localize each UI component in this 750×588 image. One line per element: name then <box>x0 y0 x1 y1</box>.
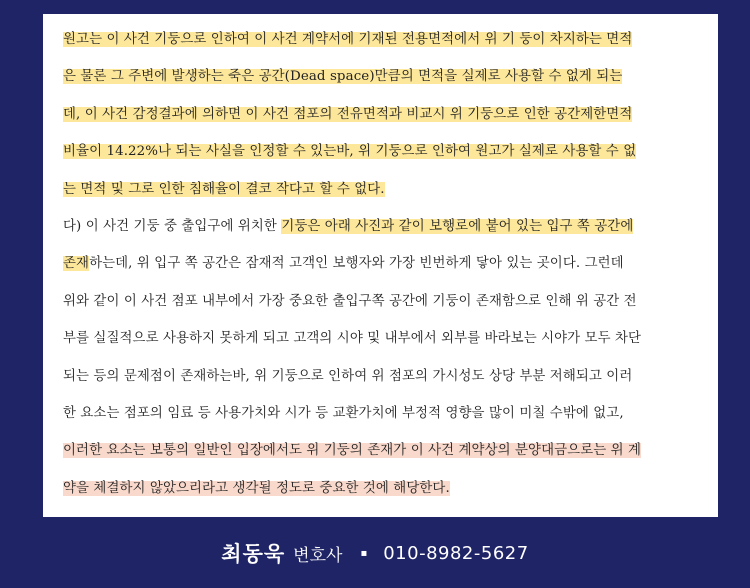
highlighted-text: 비율이 14.22%나 되는 사실을 인정할 수 있는바, 위 기둥으로 인하여 원고가 실제로 사용할 수 없 <box>63 144 637 160</box>
highlighted-text: 기둥은 아래 사진과 같이 보행로에 붙어 있는 입구 쪽 공간에 <box>281 219 634 234</box>
footer-banner <box>0 530 750 576</box>
document-line <box>63 366 632 388</box>
line-text: 다) 이 사건 기둥 중 출입구에 위치한 <box>63 219 282 234</box>
line-text: 되는 등의 문제점이 존재하는바, 위 기둥으로 인하여 위 점포의 가시성도 상당 부분 저해되고 이러 <box>63 368 633 384</box>
highlighted-text: 은 물론 그 주변에 발생하는 죽은 공간(Dead space)만큼의 면적을 실제로 사용할 수 없게 되는 <box>63 69 623 85</box>
lawyer-name: 최동욱 <box>221 542 286 566</box>
highlighted-text: 는 면적 및 그로 인한 침해율이 결코 작다고 할 수 없다. <box>63 181 385 197</box>
document-line <box>63 328 641 350</box>
document-line <box>63 66 622 88</box>
highlighted-text: 원고는 이 사건 기둥으로 인하여 이 사건 계약서에 기재된 전용면적에서 위 기 둥이 차지하는 면적 <box>63 32 633 47</box>
highlighted-text: 데, 이 사건 감정결과에 의하면 이 사건 점포의 전유면적과 비교시 위 기둥으로 인한 공간제한면적 <box>63 106 633 122</box>
highlighted-text-pink: 약을 체결하지 않았으리라고 생각될 정도로 중요한 것에 해당한다. <box>63 480 450 496</box>
document-line <box>63 440 641 462</box>
document-line <box>63 141 636 163</box>
document-excerpt <box>43 14 718 517</box>
line-text: 위와 같이 이 사건 점포 내부에서 가장 중요한 출입구쪽 공간에 기둥이 존재함으로 인해 위 공간 전 <box>63 293 637 309</box>
document-line <box>63 478 450 500</box>
document-line <box>63 403 624 425</box>
document-line <box>63 216 633 238</box>
document-line <box>63 253 624 275</box>
document-line <box>63 291 637 313</box>
line-text: 한 요소는 점포의 임료 등 사용가치와 시가 등 교환가치에 부정적 영향을 많이 미칠 수밖에 없고, <box>63 406 624 421</box>
document-line <box>63 104 632 126</box>
highlighted-text: 존재 <box>63 256 90 272</box>
document-line <box>63 29 632 51</box>
lawyer-title: 변호사 <box>293 545 343 566</box>
phone-number[interactable]: 010-8982-5627 <box>383 542 529 564</box>
separator-icon: ▪ <box>360 547 368 559</box>
line-text: 하는데, 위 입구 쪽 공간은 잠재적 고객인 보행자와 가장 빈번하게 닿아 있는 곳이다. 그런데 <box>89 256 624 272</box>
document-line <box>63 179 385 201</box>
line-text: 부를 실질적으로 사용하지 못하게 되고 고객의 시야 및 내부에서 외부를 바라보는 시야가 모두 차단 <box>63 331 642 347</box>
highlighted-text-pink: 이러한 요소는 보통의 일반인 입장에서도 위 기둥의 존재가 이 사건 계약상의 분양대금으로는 위 계 <box>63 443 642 459</box>
